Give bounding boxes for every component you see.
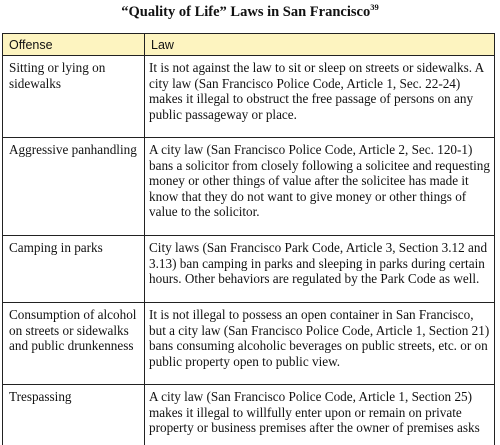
law-cell: City laws (San Francisco Park Code, Article 3, Section 3.12 and 3.13) ban camping in parks and sleeping in parks during certain hours. Other behaviors are regulated by the Park Code as well. (145, 236, 495, 303)
table-header-row (3, 34, 495, 56)
offense-cell: Aggressive panhandling (3, 138, 145, 236)
table-row (3, 303, 495, 385)
law-cell: It is not illegal to possess an open container in San Francisco, but a city law (San Francisco Police Code, Article 1, Section 21) bans consuming alcoholic beverages on public streets, etc. or on public property open to public view. (145, 303, 495, 385)
table-row (3, 236, 495, 303)
offense-cell: Trespassing (3, 385, 145, 445)
offense-cell: Sitting or lying on sidewalks (3, 56, 145, 138)
column-header-law: Law (145, 34, 495, 56)
table-row (3, 138, 495, 236)
law-cell: It is not against the law to sit or sleep on streets or sidewalks. A city law (San Francisco Police Code, Article 1, Sec. 22-24) makes it illegal to obstruct the free passage of persons on any public passageway or place. (145, 56, 495, 138)
offense-cell: Consumption of alcohol on streets or sidewalks and public drunkenness (3, 303, 145, 385)
table-row (3, 56, 495, 138)
document-title (0, 3, 500, 21)
title-text: “Quality of Life” Laws in San Francisco (121, 4, 371, 20)
column-header-offense: Offense (3, 34, 145, 56)
footnote-reference: 39 (370, 2, 379, 12)
law-cell: A city law (San Francisco Police Code, Article 2, Sec. 120-1) bans a solicitor from closely following a solicitee and requesting money or other things of value after the solicitee has made it know that they do not want to give money or other things of value to the solicitor. (145, 138, 495, 236)
law-cell: A city law (San Francisco Police Code, Article 1, Section 25) makes it illegal to willfully enter upon or remain on private property or business premises after the owner of premises asks (145, 385, 495, 445)
offense-cell: Camping in parks (3, 236, 145, 303)
laws-table (2, 33, 495, 445)
table-row (3, 385, 495, 445)
